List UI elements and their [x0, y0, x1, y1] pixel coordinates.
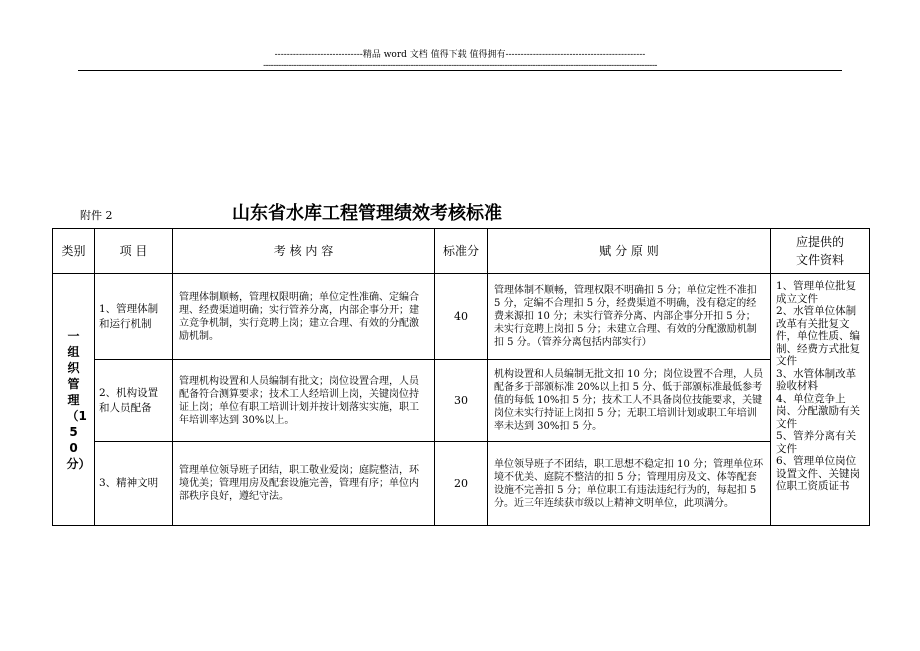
- score-cell: 20: [435, 442, 488, 526]
- docs-item: 3、水管体制改革验收材料: [776, 367, 857, 392]
- content-cell: 管理机构设置和人员编制有批文；岗位设置合理，人员配备符合测算要求；技术工人经培训上岗，关键岗位持证上岗；单位有职工培训计划并按计划落实实施，职工年培训率达到 30%以上。: [173, 360, 435, 442]
- docs-item: 2、水管单位体制改革有关批复文件，单位性质、编制、经费方式批复文件: [776, 305, 860, 367]
- docs-item: 4、单位竞争上岗、分配激励有关文件: [776, 392, 860, 430]
- header-content: 考 核 内 容: [173, 229, 435, 274]
- header-item: 项 目: [95, 229, 173, 274]
- category-cell: [53, 274, 95, 526]
- rules-cell: 管理体制不顺畅，管理权限不明确扣 5 分；单位定性不准扣 5 分，定编不合理扣 5 分，经费渠道不明确，没有稳定的经费来源扣 10 分；未实行管养分离、内部企事分开扣 5 分；未实行竞聘上岗扣 5 分；未建立合理、有效的分配激励机制扣 5 分。（管养分离包括内部实行）: [488, 274, 771, 360]
- docs-cell: [771, 274, 870, 526]
- annex-label: 附件 2: [80, 209, 113, 222]
- item-cell: 2、机构设置和人员配备: [95, 360, 173, 442]
- score-cell: 40: [435, 274, 488, 360]
- rules-cell: 机构设置和人员编制无批文扣 10 分；岗位设置不合理，人员配备多于部颁标准 20%以上扣 5 分、低于部颁标准最低参考值的每低 10%扣 5 分；技术工人不具备岗位技能要求，关键岗位未实行持证上岗扣 5 分；无职工培训计划或职工年培训率未达到 30%扣 5 分。: [488, 360, 771, 442]
- content-cell: 管理单位领导班子团结，职工敬业爱岗；庭院整洁，环境优美；管理用房及配套设施完善，管理有序；单位内部秩序良好，遵纪守法。: [173, 442, 435, 526]
- item-cell: 3、精神文明: [95, 442, 173, 526]
- assessment-table: [52, 228, 870, 526]
- docs-item: 6、管理单位岗位设置文件、关键岗位职工资质证书: [776, 455, 860, 492]
- table-row: [53, 442, 870, 526]
- document-title: 山东省水库工程管理绩效考核标准: [232, 203, 502, 224]
- docs-item: 5、管养分离有关文件: [776, 430, 857, 455]
- header-rule: [78, 70, 842, 71]
- header-category: 类别: [53, 229, 95, 274]
- header-score: 标准分: [435, 229, 488, 274]
- page-header-dashes: -----------------------------------------------------------------------------------------------------------------------------------------------------------: [263, 61, 657, 71]
- category-label: 一 组织管理（150分）: [66, 328, 91, 471]
- score-cell: 30: [435, 360, 488, 442]
- page-header-top: -----------------------------精品 word 文档 值得下载 值得拥有----------------------------------------------: [274, 50, 646, 60]
- table-header-row: [53, 229, 870, 274]
- table-row: [53, 360, 870, 442]
- docs-item: 1、管理单位批复成立文件: [776, 280, 857, 305]
- item-cell: 1、管理体制和运行机制: [95, 274, 173, 360]
- header-docs: 应提供的 文件资料: [771, 229, 870, 274]
- content-cell: 管理体制顺畅，管理权限明确；单位定性准确、定编合理、经费渠道明确；实行管养分离，内部企事分开；建立竞争机制，实行竞聘上岗；建立合理、有效的分配激励机制。: [173, 274, 435, 360]
- table-row: [53, 274, 870, 360]
- rules-cell: 单位领导班子不团结，职工思想不稳定扣 10 分；管理单位环境不优美、庭院不整洁的扣 5 分；管理用房及文、体等配套设施不完善扣 5 分；单位职工有违法违纪行为的，每起扣 5 分。近三年连续获市级以上精神文明单位，此项满分。: [488, 442, 771, 526]
- header-rules: 赋 分 原 则: [488, 229, 771, 274]
